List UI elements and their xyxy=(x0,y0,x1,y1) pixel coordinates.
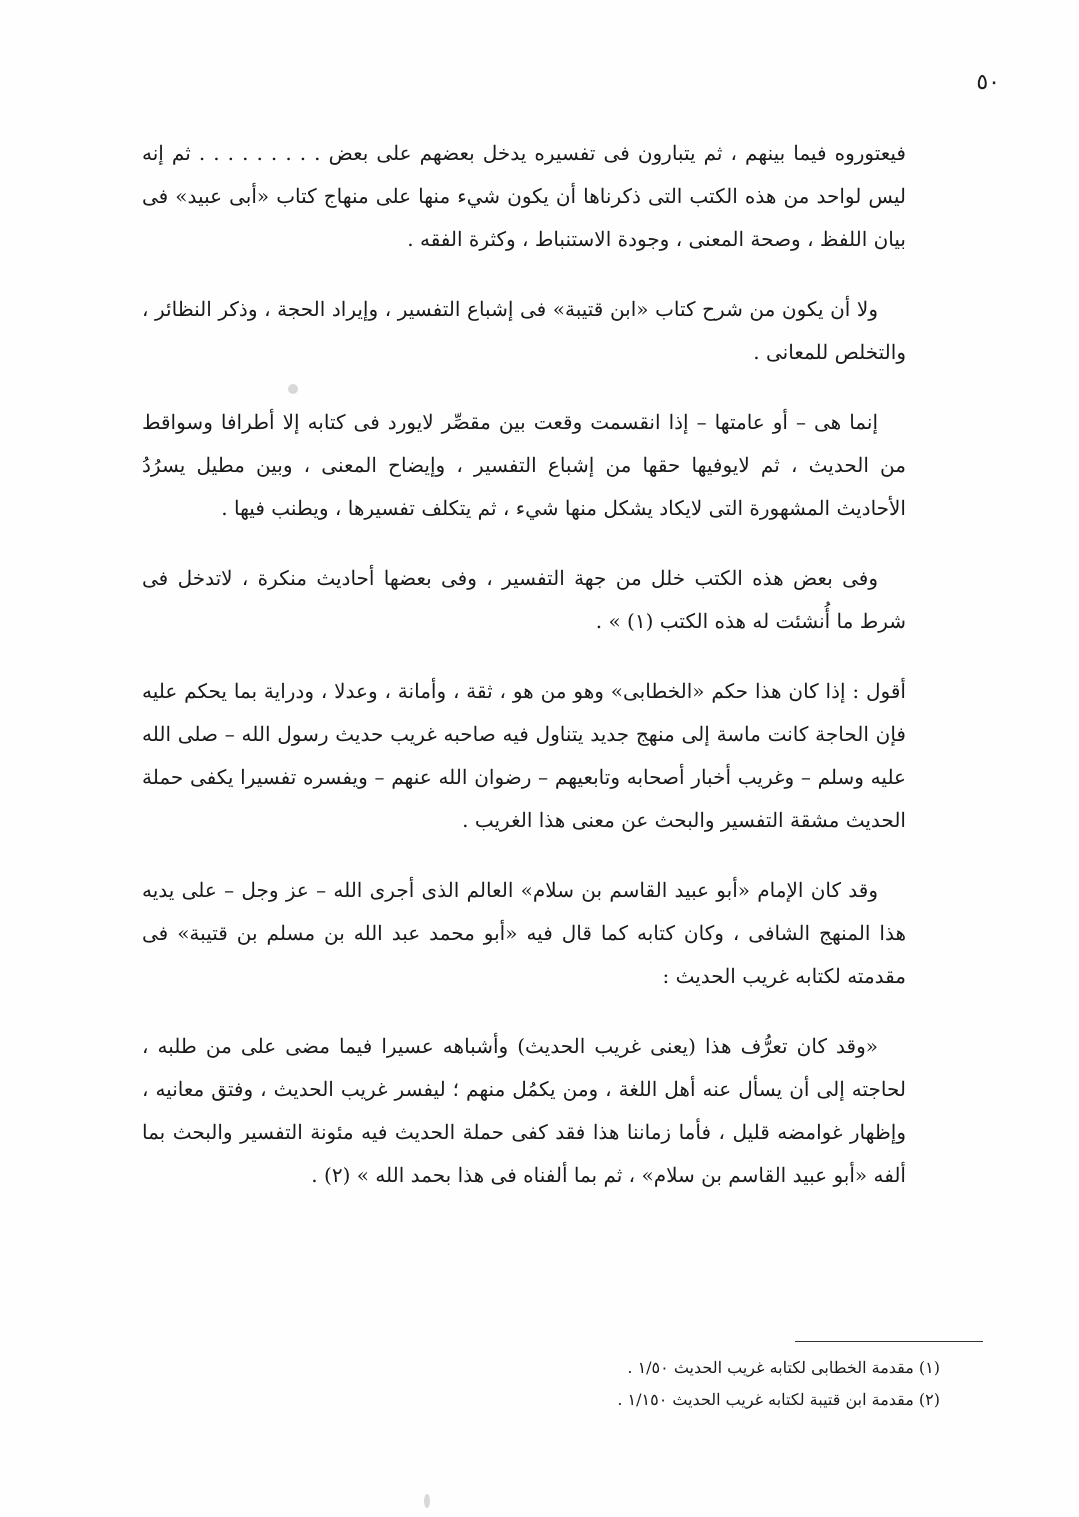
paragraph-3: إنما هى – أو عامتها – إذا انقسمت وقعت بين مقصِّر لايورد فى كتابه إلا أطرافا وسواقط من الحديث ، ثم لايوفيها حقها من إشباع التفسير ، وإيضاح المعنى ، وبين مطيل يسرُدُ الأحاديث المشهورة التى لايكاد يشكل منها شيء ، ثم يتكلف تفسيرها ، ويطنب فيها . xyxy=(142,410,906,520)
footnote-1: (١) مقدمة الخطابى لكتابه غريب الحديث ١/٥٠ . xyxy=(627,1358,940,1377)
page-number: ٥٠ xyxy=(976,70,1000,95)
paragraph-6: وقد كان الإمام «أبو عبيد القاسم بن سلام» العالم الذى أجرى الله – عز وجل – على يديه هذا المنهج الشافى ، وكان كتابه كما قال فيه «أبو محمد عبد الله بن مسلم بن قتيبة» فى مقدمته لكتابه غريب الحديث : xyxy=(142,878,906,988)
paragraph-1: فيعتوروه فيما بينهم ، ثم يتبارون فى تفسيره يدخل بعضهم على بعض . . . . . . . . . ثم إنه ليس لواحد من هذه الكتب التى ذكرناها أن يكون شيء منها على منهاج كتاب «أبى عبيد» فى بيان اللفظ ، وصحة المعنى ، وجودة الاستنباط ، وكثرة الفقه . xyxy=(142,141,906,251)
body-text xyxy=(142,132,906,1224)
paragraph-5: أقول : إذا كان هذا حكم «الخطابى» وهو من هو ، ثقة ، وأمانة ، وعدلا ، ودراية بما يحكم عليه فإن الحاجة كانت ماسة إلى منهج جديد يتناول فيه صاحبه غريب حديث رسول الله – صلى الله عليه وسلم – وغريب أخبار أصحابه وتابعيهم – رضوان الله عنهم – ويفسره تفسيرا يكفى حملة الحديث مشقة التفسير والبحث عن معنى هذا الغريب . xyxy=(142,679,906,832)
paragraph-4: وفى بعض هذه الكتب خلل من جهة التفسير ، وفى بعضها أحاديث منكرة ، لاتدخل فى شرط ما أُنشئت له هذه الكتب (١) » . xyxy=(142,566,906,633)
footnote-divider xyxy=(795,1341,983,1342)
scan-speck xyxy=(288,384,298,394)
scan-speck xyxy=(424,1494,430,1508)
footnotes xyxy=(500,1352,940,1416)
paragraph-2: ولا أن يكون من شرح كتاب «ابن قتيبة» فى إشباع التفسير ، وإيراد الحجة ، وذكر النظائر ، والتخلص للمعانى . xyxy=(142,297,906,364)
paragraph-7-quote: «وقد كان تعرُّف هذا (يعنى غريب الحديث) وأشباهه عسيرا فيما مضى على من طلبه ، لحاجته إلى أن يسأل عنه أهل اللغة ، ومن يكمُل منهم ؛ ليفسر غريب الحديث ، وفتق معانيه ، وإظهار غوامضه قليل ، فأما زماننا هذا فقد كفى حملة الحديث فيه مئونة التفسير والبحث بما ألفه «أبو عبيد القاسم بن سلام» ، ثم بما ألفناه فى هذا بحمد الله » (٢) . xyxy=(142,1034,906,1187)
footnote-2: (٢) مقدمة ابن قتيبة لكتابه غريب الحديث ١/١٥٠ . xyxy=(617,1390,940,1409)
